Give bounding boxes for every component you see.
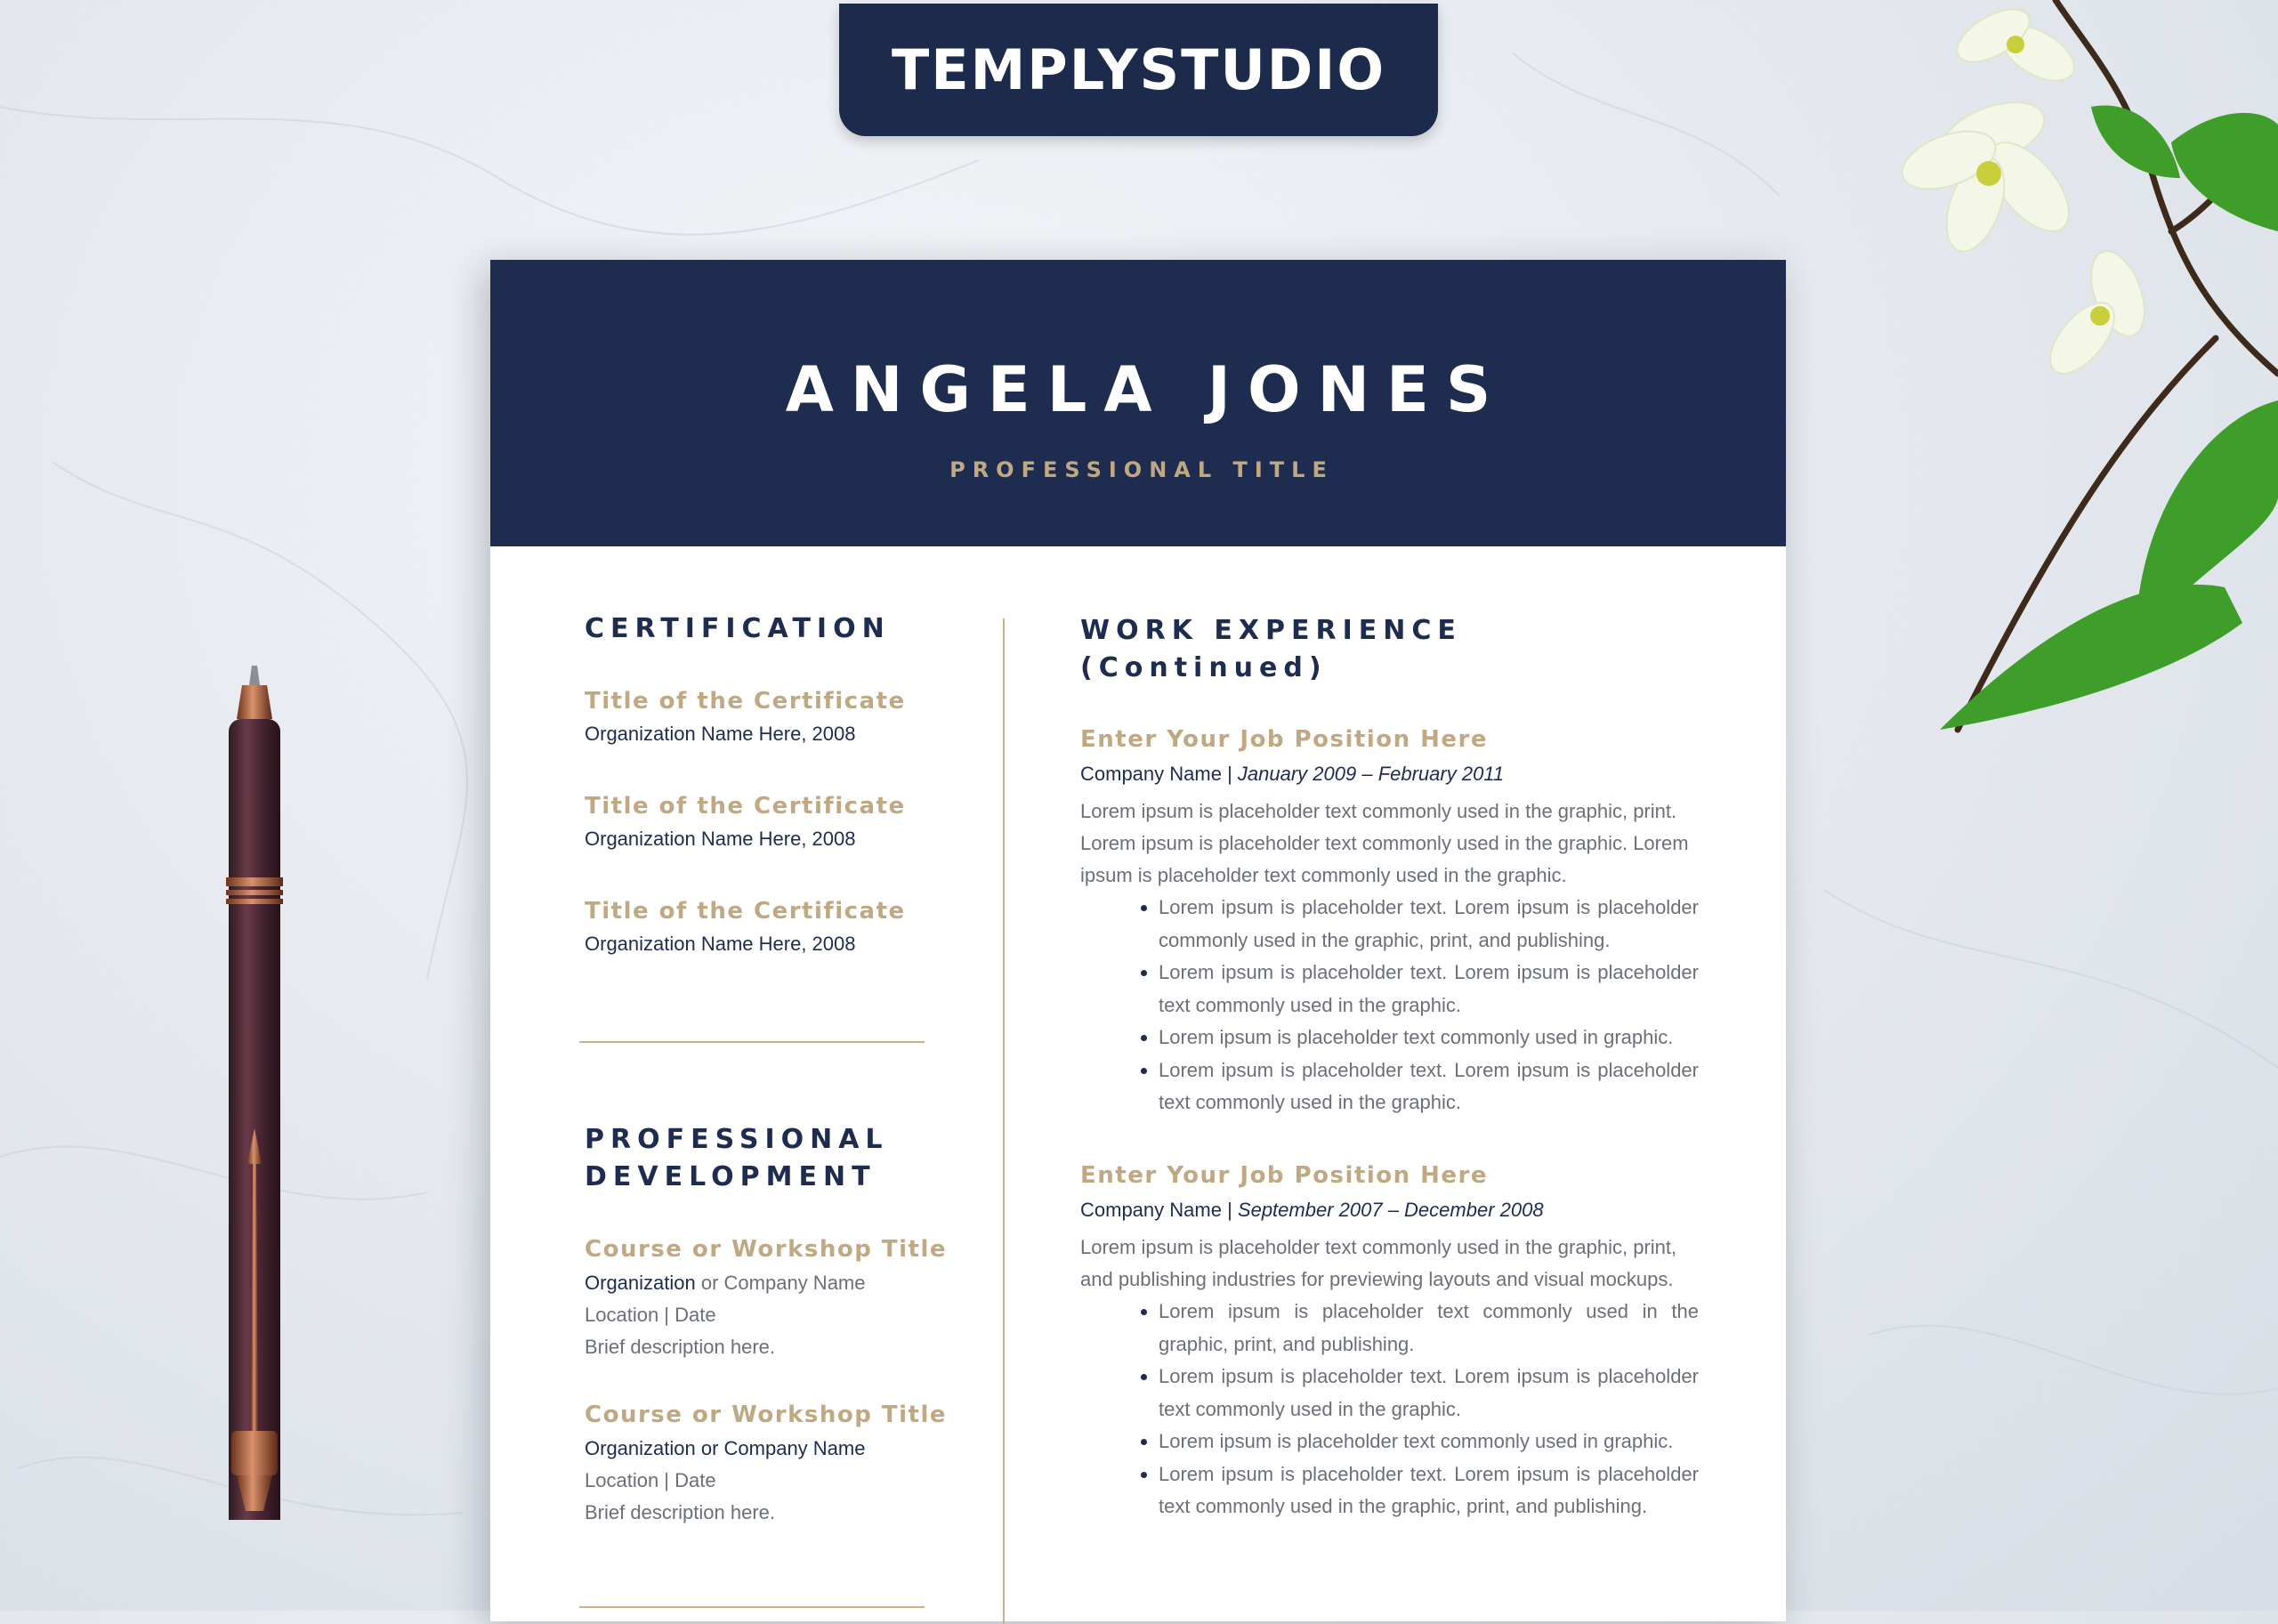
course-org [585,1433,994,1465]
certificate-org: Organization Name Here, 2008 [585,723,856,745]
company-name: Company Name | [1080,1199,1238,1221]
professional-title: PROFESSIONAL TITLE [949,457,1334,482]
section-divider [579,1606,925,1608]
section-divider [579,1041,925,1043]
course-org-strong: Organization or Company Name [585,1437,866,1459]
certificate-title: Title of the Certificate [585,898,906,925]
work-experience-heading [1080,612,1462,687]
job-summary: Lorem ipsum is placeholder text commonly used in the graphic, print. Lorem ipsum is placeholder text commonly used in the graphic. Lorem ipsum is placeholder text commonly used in the graphic. [1080,800,1689,886]
job-bullets [1080,1296,1699,1523]
course-title: Course or Workshop Title [585,1402,948,1428]
list-item: • Lorem ipsum is placeholder text. Lorem ipsum is placeholder commonly used in the graphic, print, and publishing. [1159,892,1699,957]
list-item: • Lorem ipsum is placeholder text. Lorem ipsum is placeholder text commonly used in the graphic. [1159,957,1699,1022]
job-position: Enter Your Job Position Here [1080,726,1489,753]
certificate-title: Title of the Certificate [585,793,906,820]
job-entry [1080,1157,1699,1523]
column-divider [1003,618,1005,1624]
course-item [585,1397,994,1529]
professional-development-heading [585,1121,889,1196]
job-position: Enter Your Job Position Here [1080,1162,1489,1189]
job-bullets [1080,892,1699,1119]
pen-icon [206,666,304,1520]
resume-sheet [490,260,1786,1621]
list-item: • Lorem ipsum is placeholder text commonly used in graphic. [1159,1426,1699,1458]
course-title: Course or Workshop Title [585,1236,948,1263]
job-company [1080,758,1699,790]
course-description: Brief description here. [585,1501,775,1523]
certification-heading: CERTIFICATION [585,613,891,644]
course-org-rest: or Company Name [695,1272,866,1294]
certificate-item [585,788,994,854]
course-location: Location | Date [585,1304,716,1326]
flower-branch-icon [1797,0,2278,756]
resume-header [490,260,1786,546]
certificate-org: Organization Name Here, 2008 [585,933,856,955]
job-entry [1080,721,1699,1119]
course-org [585,1267,994,1299]
certificate-item [585,683,994,749]
candidate-name: ANGELA JONES [785,353,1508,426]
job-dates: September 2007 – December 2008 [1237,1199,1544,1221]
job-summary: Lorem ipsum is placeholder text commonly used in the graphic, print, and publishing industries for previewing layouts and visual mockups. [1080,1236,1677,1290]
list-item: • Lorem ipsum is placeholder text commonly used in the graphic, print, and publishing. [1159,1296,1699,1361]
job-dates: January 2009 – February 2011 [1237,763,1505,785]
heading-line: PROFESSIONAL [585,1124,889,1155]
list-item: • Lorem ipsum is placeholder text. Lorem ipsum is placeholder text commonly used in the graphic. [1159,1361,1699,1426]
company-name: Company Name | [1080,763,1238,785]
heading-line: (Continued) [1080,652,1328,683]
brand-banner [839,4,1438,136]
certificate-org: Organization Name Here, 2008 [585,828,856,850]
course-location: Location | Date [585,1469,716,1491]
heading-line: WORK EXPERIENCE [1080,615,1462,646]
list-item: • Lorem ipsum is placeholder text. Lorem ipsum is placeholder text commonly used in the graphic. [1159,1054,1699,1119]
list-item: • Lorem ipsum is placeholder text commonly used in graphic. [1159,1022,1699,1054]
course-org-strong: Organization [585,1272,696,1294]
brand-label: TEMPLYSTUDIO [891,37,1386,102]
course-item [585,1232,994,1363]
heading-line: DEVELOPMENT [585,1161,876,1192]
certificate-title: Title of the Certificate [585,688,906,715]
course-description: Brief description here. [585,1336,775,1358]
certificate-item [585,893,994,959]
job-company [1080,1194,1699,1226]
list-item: • Lorem ipsum is placeholder text. Lorem ipsum is placeholder text commonly used in the graphic, print, and publishing. [1159,1458,1699,1523]
